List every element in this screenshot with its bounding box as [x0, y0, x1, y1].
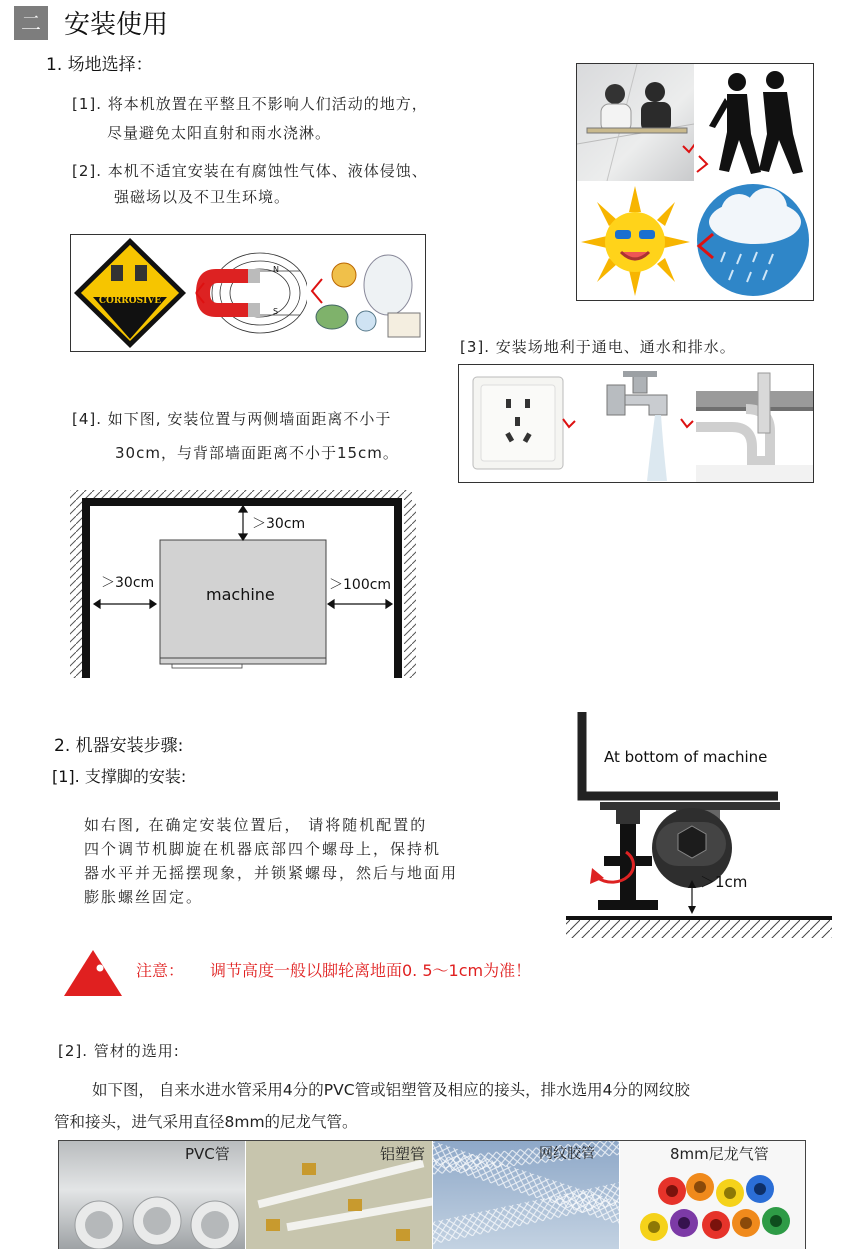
- garbage-illustration: [308, 235, 425, 351]
- site-item1-line1: [1]. 将本机放置在平整且不影响人们活动的地方，: [72, 95, 428, 113]
- drain-pipe-icon: [696, 365, 813, 482]
- pvc-pipe-photo: [59, 1141, 245, 1249]
- pipes-sub2: [2]. 管材的选用:: [58, 1042, 180, 1060]
- nylon-tube-label: 8mm尼龙气管: [670, 1145, 769, 1163]
- walking-people-icon: [695, 64, 813, 181]
- mesh-hose-label: 网纹胶管: [539, 1146, 595, 1162]
- warning-text: 调节高度一般以脚轮离地面0. 5～1cm为准！: [210, 961, 532, 980]
- aluminum-plastic-pipe-label: 铝塑管: [380, 1145, 426, 1163]
- site-item4-line2: 30cm，与背部墙面距离不小于15cm。: [115, 444, 399, 462]
- sun-icon: [577, 182, 694, 300]
- magnet-field-image: [190, 235, 307, 351]
- steps-para-line4: 膨胀螺丝固定。: [84, 888, 204, 906]
- power-socket-icon: [459, 365, 577, 482]
- rain-cloud-icon: [695, 182, 813, 300]
- site-item4-line1: [4]. 如下图, 安装位置与两侧墙面距离不小于: [72, 410, 392, 428]
- warning-label: 注意：: [136, 961, 185, 980]
- steps-sub1: [1]. 支撑脚的安装:: [52, 767, 187, 786]
- utility-photo-strip: [458, 364, 814, 483]
- pipes-para-line2: 管和接头，进气采用直径8mm的尼龙气管。: [54, 1113, 358, 1131]
- steps-para-line2: 四个调节机脚旋在机器底部四个螺母上，保持机: [84, 840, 442, 858]
- pipes-para-line1: 如下图， 自来水进水管采用4分的PVC管或铝塑管及相应的接头，排水选用4分的网纹胶: [92, 1081, 690, 1099]
- machine-label: machine: [206, 585, 275, 604]
- foot-diagram-label: At bottom of machine: [604, 748, 768, 766]
- magnet-n-label: N: [273, 265, 279, 274]
- left-gap-label: ＞30cm: [101, 575, 155, 591]
- magnet-s-label: S: [273, 307, 279, 316]
- steps-para-line3: 器水平并无摇摆现象，并锁紧螺母，然后与地面用: [84, 864, 459, 882]
- site-heading: 1. 场地选择：: [46, 55, 153, 75]
- mesh-hose-photo: [433, 1141, 619, 1249]
- corrosive-label: CORROSIVE: [98, 296, 162, 306]
- section-title: 安装使用: [64, 10, 169, 40]
- water-faucet-icon: [577, 365, 695, 482]
- site-item1-line2: 尽量避免太阳直射和雨水浇淋。: [107, 124, 332, 142]
- pvc-pipe-label: PVC管: [185, 1145, 230, 1163]
- environment-photo-grid: [576, 63, 814, 301]
- right-gap-label: ＞100cm: [329, 577, 392, 593]
- top-gap-label: ＞30cm: [252, 516, 306, 532]
- foot-gap-label: ＞1cm: [700, 873, 748, 891]
- site-item2-line1: [2]. 本机不适宜安装在有腐蚀性气体、液体侵蚀、: [72, 162, 428, 180]
- caster-foot-diagram: [560, 710, 835, 940]
- aluminum-plastic-pipe-photo: [246, 1141, 432, 1249]
- site-item2-line2: 强磁场以及不卫生环境。: [114, 188, 291, 206]
- unsuitable-environment-strip: [70, 234, 426, 352]
- floor-level-photo: [577, 64, 694, 181]
- warning-icon: [62, 948, 124, 998]
- section-number: 二: [14, 6, 48, 40]
- steps-para-line1: 如右图, 在确定安装位置后， 请将随机配置的: [84, 816, 428, 834]
- steps-heading: 2. 机器安装步骤:: [54, 736, 184, 756]
- nylon-tube-photo: [620, 1141, 805, 1249]
- pipe-photo-strip: [58, 1140, 806, 1249]
- site-item3: [3]. 安装场地利于通电、通水和排水。: [460, 338, 736, 356]
- corrosive-sign: [71, 235, 189, 351]
